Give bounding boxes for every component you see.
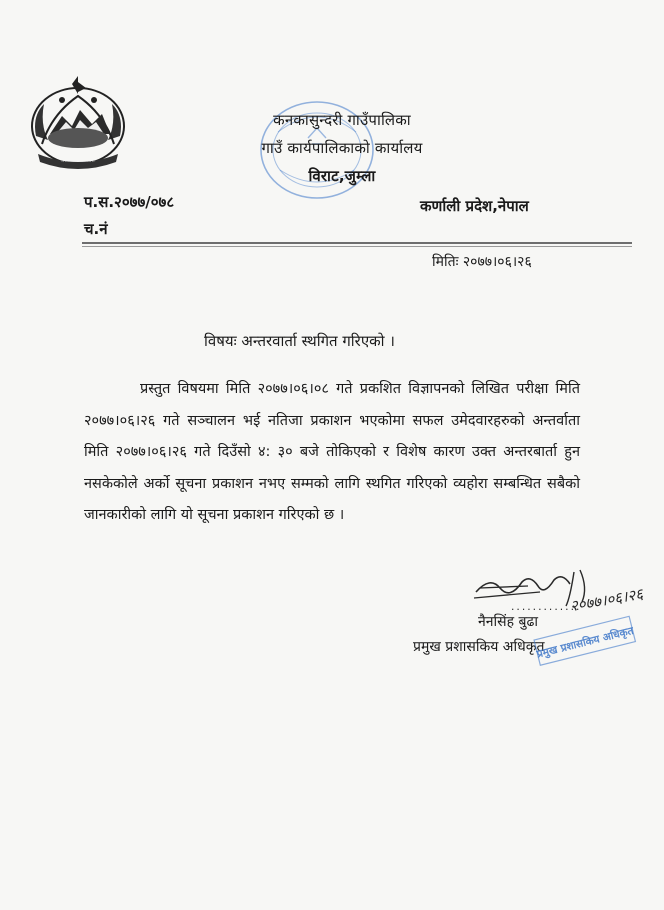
cao-stamp-icon — [528, 612, 640, 672]
signature-date: २०७७।०६।२६ — [568, 584, 645, 616]
letter-body: प्रस्तुत विषयमा मिति २०७७।०६।०८ गते प्रकशित विज्ञापनको लिखित परीक्षा मिति २०७७।०६।२६ गते सञ्चालन भई नतिजा प्रकाशन भएकोमा सफल उमेदवारहरुको अन्तर्वाता मिति २०७७।०६।२६ गते दिउँसो ४: ३० बजे तोकिएको र विशेष कारण उक्त अन्तरबार्ता हुन नसकेकोले अर्को सूचना प्रकाशन नभए सम्मको लागि स्थगित गरिएको व्यहोरा सम्बन्धित सबैको जानकारीको लागि यो सूचना प्रकाशन गरिएको छ । — [84, 381, 580, 524]
svg-text:·····················: ····················· — [61, 159, 95, 165]
letter-date: मितिः २०७७।०६।२६ — [432, 254, 532, 270]
dispatch-number: च.नं — [84, 220, 108, 238]
cao-stamp-text: प्रमुख प्रशासकिय अधिकृत — [535, 624, 635, 661]
office-name: गाउँ कार्यपालिकाको कार्यालय — [261, 139, 423, 157]
signatory-title: प्रमुख प्रशासकिय अधिकृत — [413, 639, 545, 655]
svg-text:.............: ............. — [510, 603, 581, 613]
province-label: कर्णाली प्रदेश,नेपाल — [420, 197, 529, 215]
signatory-name: नैनसिंह बुढा — [478, 614, 539, 630]
header-divider-thin — [82, 246, 632, 247]
letter-subject: विषयः अन्तरवार्ता स्थगित गरिएको । — [204, 332, 395, 350]
office-address: विराट,जुम्ला — [308, 167, 376, 185]
header-divider — [82, 242, 632, 244]
reference-number: प.स.२०७७/०७८ — [84, 193, 175, 211]
municipality-name: कनकासुन्दरी गाउँपालिका — [273, 111, 411, 129]
